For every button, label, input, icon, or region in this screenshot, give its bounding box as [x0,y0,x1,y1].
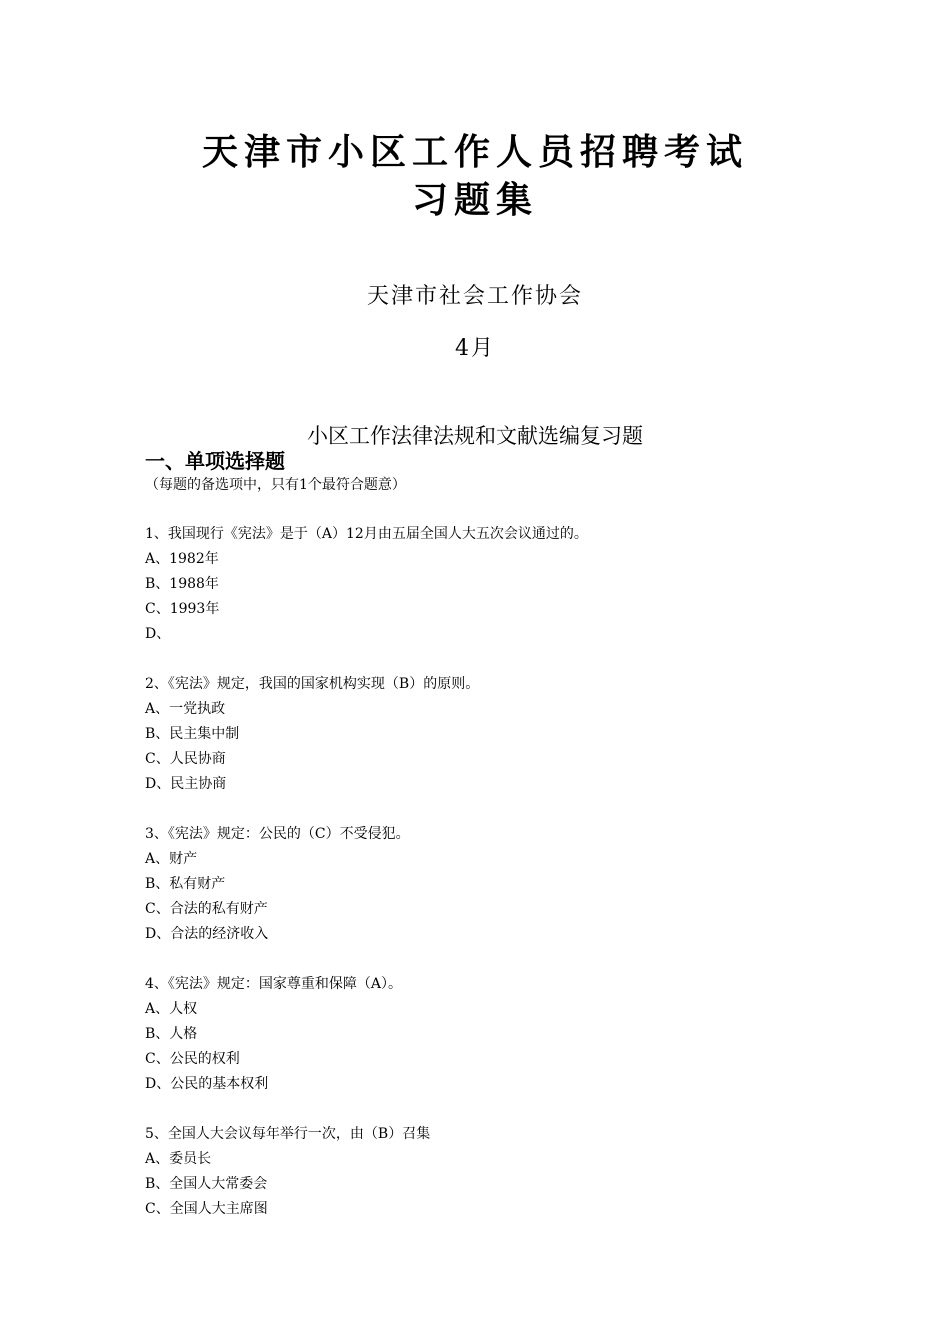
question-option: A、财产 [145,851,198,867]
question-stem: 2、《宪法》规定，我国的国家机构实现（B）的原则。 [145,676,480,692]
document-title-line-2: 习题集 [411,179,538,221]
document-date: 4月 [455,336,495,361]
part-heading: 一、单项选择题 [145,449,285,473]
organization-name: 天津市社会工作协会 [366,284,583,309]
section-title: 小区工作法律法规和文献选编复习题 [307,424,643,448]
question-option: A、1982年 [145,551,219,567]
question-option: C、1993年 [145,601,220,617]
question-option: B、民主集中制 [145,726,240,742]
question-option: C、全国人大主席图 [145,1201,268,1217]
question-option: C、公民的权利 [145,1051,240,1067]
question-stem: 4、《宪法》规定：国家尊重和保障（A）。 [145,976,403,992]
question-list [145,522,845,1247]
question-option: D、 [145,626,171,642]
question-option: D、公民的基本权利 [145,1076,269,1092]
question-stem: 1、我国现行《宪法》是于（A）12月由五届全国人大五次会议通过的。 [145,526,588,542]
question-block [145,822,845,947]
question-option: A、委员长 [145,1151,212,1167]
question-block [145,1122,845,1222]
question-option: C、人民协商 [145,751,226,767]
question-option: D、民主协商 [145,776,227,792]
document-title-line-1: 天津市小区工作人员招聘考试 [201,131,748,173]
question-option: B、人格 [145,1026,198,1042]
question-stem: 5、全国人大会议每年举行一次，由（B）召集 [145,1126,431,1142]
question-block [145,972,845,1097]
question-option: A、一党执政 [145,701,226,717]
question-option: C、合法的私有财产 [145,901,268,917]
question-option: B、1988年 [145,576,219,592]
question-stem: 3、《宪法》规定：公民的（C）不受侵犯。 [145,826,410,842]
question-option: B、全国人大常委会 [145,1176,268,1192]
question-option: D、合法的经济收入 [145,926,269,942]
question-block [145,672,845,797]
question-block [145,522,845,647]
question-option: B、私有财产 [145,876,226,892]
question-option: A、人权 [145,1001,198,1017]
instruction-text: （每题的备选项中，只有1个最符合题意） [145,477,406,493]
